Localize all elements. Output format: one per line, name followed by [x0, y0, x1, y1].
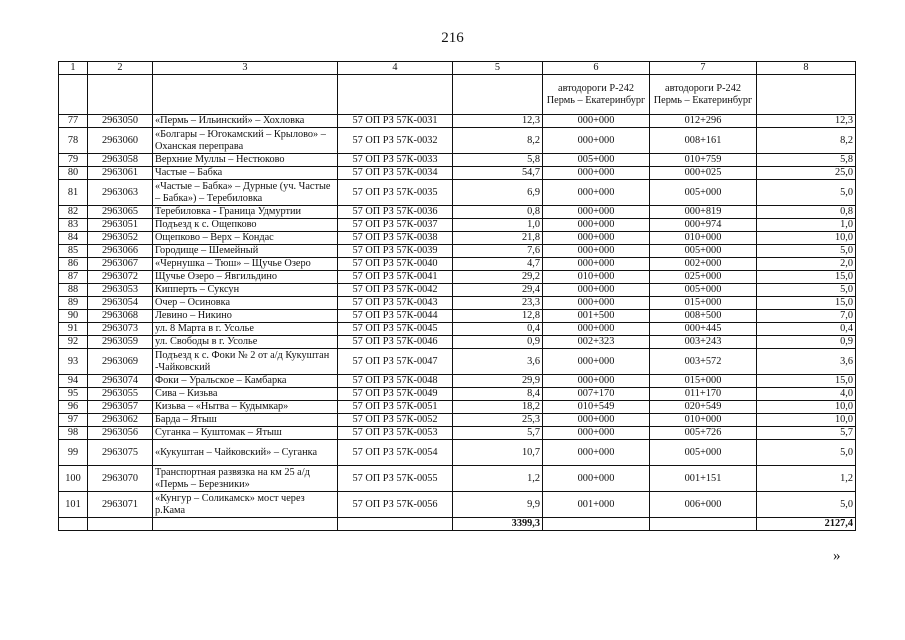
road-name-cell: «Кукуштан – Чайковский» – Суганка [153, 440, 338, 466]
road-length-cell: 29,4 [453, 284, 543, 297]
row-number-cell: 87 [59, 271, 88, 284]
subheader-start-reference: автодороги Р-242 Пермь – Екатеринбург [543, 75, 650, 115]
road-name-cell: Суганка – Куштомак – Ятыш [153, 427, 338, 440]
row-number-cell: 82 [59, 206, 88, 219]
road-length-cell: 1,0 [453, 219, 543, 232]
row-number-cell: 89 [59, 297, 88, 310]
road-name-cell: ул. Свободы в г. Усолье [153, 336, 338, 349]
segment-end-cell: 003+243 [650, 336, 757, 349]
road-name-cell: Верхние Муллы – Нестюково [153, 154, 338, 167]
table-row [59, 414, 856, 427]
table-row [59, 323, 856, 336]
segment-start-cell: 001+500 [543, 310, 650, 323]
road-name-cell: Транспортная развязка на км 25 а/д «Пермь – Березники» [153, 466, 338, 492]
road-id-cell: 2963063 [88, 180, 153, 206]
table-row [59, 232, 856, 245]
road-id-cell: 2963070 [88, 466, 153, 492]
road-id-cell: 2963058 [88, 154, 153, 167]
road-id-cell: 2963050 [88, 115, 153, 128]
road-name-cell: Кипперть – Суксун [153, 284, 338, 297]
row-number-cell: 80 [59, 167, 88, 180]
segment-end-cell: 020+549 [650, 401, 757, 414]
column-number-8: 8 [757, 62, 856, 75]
road-code-cell: 57 ОП РЗ 57К-0049 [338, 388, 453, 401]
segment-start-cell: 000+000 [543, 180, 650, 206]
road-code-cell: 57 ОП РЗ 57К-0040 [338, 258, 453, 271]
segment-length-cell: 5,7 [757, 427, 856, 440]
segment-length-cell: 0,9 [757, 336, 856, 349]
segment-start-cell: 007+170 [543, 388, 650, 401]
totals-empty-cell [543, 518, 650, 531]
subheader-cell-empty [453, 75, 543, 115]
road-name-cell: Подъезд к с. Фоки № 2 от а/д Кукуштан -Чайковский [153, 349, 338, 375]
segment-end-cell: 010+000 [650, 232, 757, 245]
road-id-cell: 2963069 [88, 349, 153, 375]
road-name-cell: Подъезд к с. Ощепково [153, 219, 338, 232]
road-id-cell: 2963053 [88, 284, 153, 297]
segment-start-cell: 000+000 [543, 349, 650, 375]
segment-length-cell: 10,0 [757, 401, 856, 414]
road-length-cell: 29,9 [453, 375, 543, 388]
subheader-cell-empty [757, 75, 856, 115]
road-code-cell: 57 ОП РЗ 57К-0038 [338, 232, 453, 245]
road-name-cell: Левино – Никино [153, 310, 338, 323]
segment-length-cell: 2,0 [757, 258, 856, 271]
road-id-cell: 2963056 [88, 427, 153, 440]
road-code-cell: 57 ОП РЗ 57К-0047 [338, 349, 453, 375]
totals-empty-cell [338, 518, 453, 531]
road-id-cell: 2963051 [88, 219, 153, 232]
segment-length-cell: 8,2 [757, 128, 856, 154]
road-id-cell: 2963067 [88, 258, 153, 271]
road-code-cell: 57 ОП РЗ 57К-0056 [338, 492, 453, 518]
segment-end-cell: 006+000 [650, 492, 757, 518]
road-registry-table [58, 61, 856, 531]
segment-length-cell: 1,2 [757, 466, 856, 492]
continuation-mark: » [833, 548, 841, 564]
segment-end-cell: 005+726 [650, 427, 757, 440]
segment-end-cell: 000+819 [650, 206, 757, 219]
segment-length-cell: 1,0 [757, 219, 856, 232]
column-number-7: 7 [650, 62, 757, 75]
road-code-cell: 57 ОП РЗ 57К-0053 [338, 427, 453, 440]
road-name-cell: Частые – Бабка [153, 167, 338, 180]
segment-length-cell: 5,0 [757, 284, 856, 297]
segment-length-cell: 4,0 [757, 388, 856, 401]
table-row [59, 115, 856, 128]
road-length-cell: 10,7 [453, 440, 543, 466]
segment-length-cell: 15,0 [757, 271, 856, 284]
segment-end-cell: 005+000 [650, 284, 757, 297]
segment-start-cell: 000+000 [543, 375, 650, 388]
segment-start-cell: 000+000 [543, 128, 650, 154]
road-name-cell: «Пермь – Ильинский» – Хохловка [153, 115, 338, 128]
segment-start-cell: 000+000 [543, 232, 650, 245]
segment-end-cell: 008+500 [650, 310, 757, 323]
road-id-cell: 2963066 [88, 245, 153, 258]
road-length-cell: 9,9 [453, 492, 543, 518]
road-code-cell: 57 ОП РЗ 57К-0048 [338, 375, 453, 388]
road-length-cell: 4,7 [453, 258, 543, 271]
segment-start-cell: 000+000 [543, 440, 650, 466]
row-number-cell: 96 [59, 401, 88, 414]
row-number-cell: 83 [59, 219, 88, 232]
road-id-cell: 2963062 [88, 414, 153, 427]
subheader-end-reference: автодороги Р-242 Пермь – Екатеринбург [650, 75, 757, 115]
segment-start-cell: 000+000 [543, 466, 650, 492]
table-row [59, 219, 856, 232]
table-row [59, 310, 856, 323]
segment-length-cell: 3,6 [757, 349, 856, 375]
row-number-cell: 100 [59, 466, 88, 492]
road-name-cell: «Кунгур – Соликамск» мост через р.Кама [153, 492, 338, 518]
road-code-cell: 57 ОП РЗ 57К-0051 [338, 401, 453, 414]
row-number-cell: 97 [59, 414, 88, 427]
segment-end-cell: 000+974 [650, 219, 757, 232]
road-code-cell: 57 ОП РЗ 57К-0034 [338, 167, 453, 180]
road-length-cell: 5,8 [453, 154, 543, 167]
segment-length-cell: 0,4 [757, 323, 856, 336]
road-id-cell: 2963068 [88, 310, 153, 323]
segment-start-cell: 000+000 [543, 245, 650, 258]
road-length-cell: 7,6 [453, 245, 543, 258]
row-number-cell: 78 [59, 128, 88, 154]
road-id-cell: 2963074 [88, 375, 153, 388]
segment-length-cell: 5,0 [757, 440, 856, 466]
road-id-cell: 2963052 [88, 232, 153, 245]
road-code-cell: 57 ОП РЗ 57К-0055 [338, 466, 453, 492]
road-length-cell: 0,4 [453, 323, 543, 336]
total-road-length: 3399,3 [453, 518, 543, 531]
road-id-cell: 2963072 [88, 271, 153, 284]
subheader-cell-empty [59, 75, 88, 115]
segment-start-cell: 000+000 [543, 115, 650, 128]
road-name-cell: ул. 8 Марта в г. Усолье [153, 323, 338, 336]
road-code-cell: 57 ОП РЗ 57К-0052 [338, 414, 453, 427]
total-segment-length: 2127,4 [757, 518, 856, 531]
totals-row [59, 518, 856, 531]
table-row [59, 128, 856, 154]
road-length-cell: 25,3 [453, 414, 543, 427]
road-code-cell: 57 ОП РЗ 57К-0044 [338, 310, 453, 323]
segment-length-cell: 15,0 [757, 297, 856, 310]
table-row [59, 206, 856, 219]
segment-length-cell: 10,0 [757, 232, 856, 245]
row-number-cell: 79 [59, 154, 88, 167]
road-length-cell: 12,8 [453, 310, 543, 323]
segment-start-cell: 000+000 [543, 297, 650, 310]
segment-length-cell: 7,0 [757, 310, 856, 323]
table-row [59, 492, 856, 518]
road-name-cell: Сива – Кизьва [153, 388, 338, 401]
segment-length-cell: 10,0 [757, 414, 856, 427]
row-number-cell: 81 [59, 180, 88, 206]
segment-end-cell: 002+000 [650, 258, 757, 271]
row-number-cell: 90 [59, 310, 88, 323]
segment-length-cell: 0,8 [757, 206, 856, 219]
row-number-cell: 85 [59, 245, 88, 258]
road-name-cell: Очер – Осиновка [153, 297, 338, 310]
row-number-cell: 94 [59, 375, 88, 388]
table-row [59, 154, 856, 167]
road-name-cell: Теребиловка - Граница Удмуртии [153, 206, 338, 219]
segment-end-cell: 010+000 [650, 414, 757, 427]
row-number-cell: 84 [59, 232, 88, 245]
road-name-cell: «Частые – Бабка» – Дурные (уч. Частые – Бабка») – Теребиловка [153, 180, 338, 206]
table-row [59, 440, 856, 466]
road-length-cell: 18,2 [453, 401, 543, 414]
segment-length-cell: 5,8 [757, 154, 856, 167]
table-row [59, 388, 856, 401]
row-number-cell: 93 [59, 349, 88, 375]
column-number-2: 2 [88, 62, 153, 75]
road-code-cell: 57 ОП РЗ 57К-0032 [338, 128, 453, 154]
road-length-cell: 5,7 [453, 427, 543, 440]
table-row [59, 245, 856, 258]
segment-start-cell: 000+000 [543, 206, 650, 219]
subheader-row [59, 75, 856, 115]
road-name-cell: «Болгары – Югокамский – Крылово» – Оханская переправа [153, 128, 338, 154]
road-code-cell: 57 ОП РЗ 57К-0031 [338, 115, 453, 128]
segment-end-cell: 025+000 [650, 271, 757, 284]
totals-empty-cell [88, 518, 153, 531]
road-id-cell: 2963059 [88, 336, 153, 349]
road-id-cell: 2963061 [88, 167, 153, 180]
road-code-cell: 57 ОП РЗ 57К-0046 [338, 336, 453, 349]
road-code-cell: 57 ОП РЗ 57К-0042 [338, 284, 453, 297]
segment-end-cell: 005+000 [650, 180, 757, 206]
segment-start-cell: 000+000 [543, 167, 650, 180]
segment-start-cell: 001+000 [543, 492, 650, 518]
road-name-cell: Ощепково – Верх – Кондас [153, 232, 338, 245]
road-length-cell: 0,9 [453, 336, 543, 349]
road-code-cell: 57 ОП РЗ 57К-0045 [338, 323, 453, 336]
road-name-cell: Барда – Ятыш [153, 414, 338, 427]
segment-length-cell: 5,0 [757, 492, 856, 518]
road-id-cell: 2963075 [88, 440, 153, 466]
table-row [59, 466, 856, 492]
table-body [59, 62, 856, 531]
table-row [59, 401, 856, 414]
road-length-cell: 54,7 [453, 167, 543, 180]
segment-start-cell: 000+000 [543, 323, 650, 336]
segment-start-cell: 000+000 [543, 219, 650, 232]
segment-end-cell: 003+572 [650, 349, 757, 375]
segment-start-cell: 000+000 [543, 284, 650, 297]
road-length-cell: 8,4 [453, 388, 543, 401]
road-code-cell: 57 ОП РЗ 57К-0036 [338, 206, 453, 219]
totals-empty-cell [650, 518, 757, 531]
road-code-cell: 57 ОП РЗ 57К-0033 [338, 154, 453, 167]
table-row [59, 167, 856, 180]
road-length-cell: 23,3 [453, 297, 543, 310]
road-length-cell: 29,2 [453, 271, 543, 284]
segment-length-cell: 5,0 [757, 245, 856, 258]
segment-end-cell: 012+296 [650, 115, 757, 128]
table-row [59, 284, 856, 297]
road-code-cell: 57 ОП РЗ 57К-0035 [338, 180, 453, 206]
segment-end-cell: 008+161 [650, 128, 757, 154]
table-row [59, 180, 856, 206]
table-row [59, 427, 856, 440]
row-number-cell: 77 [59, 115, 88, 128]
segment-start-cell: 000+000 [543, 258, 650, 271]
row-number-cell: 86 [59, 258, 88, 271]
segment-length-cell: 15,0 [757, 375, 856, 388]
road-id-cell: 2963065 [88, 206, 153, 219]
column-number-6: 6 [543, 62, 650, 75]
table-row [59, 297, 856, 310]
segment-end-cell: 000+025 [650, 167, 757, 180]
totals-empty-cell [153, 518, 338, 531]
page-number: 216 [441, 30, 464, 46]
subheader-cell-empty [88, 75, 153, 115]
segment-length-cell: 12,3 [757, 115, 856, 128]
totals-empty-cell [59, 518, 88, 531]
segment-end-cell: 000+445 [650, 323, 757, 336]
road-id-cell: 2963055 [88, 388, 153, 401]
segment-end-cell: 001+151 [650, 466, 757, 492]
table-row [59, 258, 856, 271]
segment-start-cell: 000+000 [543, 427, 650, 440]
road-id-cell: 2963060 [88, 128, 153, 154]
row-number-cell: 98 [59, 427, 88, 440]
segment-end-cell: 015+000 [650, 375, 757, 388]
road-length-cell: 0,8 [453, 206, 543, 219]
segment-end-cell: 010+759 [650, 154, 757, 167]
road-code-cell: 57 ОП РЗ 57К-0054 [338, 440, 453, 466]
column-number-row [59, 62, 856, 75]
road-length-cell: 12,3 [453, 115, 543, 128]
row-number-cell: 91 [59, 323, 88, 336]
road-code-cell: 57 ОП РЗ 57К-0043 [338, 297, 453, 310]
row-number-cell: 95 [59, 388, 88, 401]
column-number-4: 4 [338, 62, 453, 75]
row-number-cell: 99 [59, 440, 88, 466]
row-number-cell: 88 [59, 284, 88, 297]
row-number-cell: 92 [59, 336, 88, 349]
subheader-cell-empty [338, 75, 453, 115]
road-length-cell: 6,9 [453, 180, 543, 206]
road-length-cell: 8,2 [453, 128, 543, 154]
table-row [59, 375, 856, 388]
road-name-cell: Фоки – Уральское – Камбарка [153, 375, 338, 388]
segment-end-cell: 015+000 [650, 297, 757, 310]
column-number-5: 5 [453, 62, 543, 75]
segment-length-cell: 5,0 [757, 180, 856, 206]
table-row [59, 271, 856, 284]
subheader-cell-empty [153, 75, 338, 115]
road-id-cell: 2963073 [88, 323, 153, 336]
segment-end-cell: 011+170 [650, 388, 757, 401]
segment-length-cell: 25,0 [757, 167, 856, 180]
road-name-cell: Кизьва – «Нытва – Кудымкар» [153, 401, 338, 414]
road-code-cell: 57 ОП РЗ 57К-0039 [338, 245, 453, 258]
segment-start-cell: 000+000 [543, 414, 650, 427]
road-code-cell: 57 ОП РЗ 57К-0037 [338, 219, 453, 232]
table-row [59, 336, 856, 349]
road-name-cell: Городище – Шемейный [153, 245, 338, 258]
road-id-cell: 2963057 [88, 401, 153, 414]
road-name-cell: «Чернушка – Тюш» – Щучье Озеро [153, 258, 338, 271]
segment-start-cell: 002+323 [543, 336, 650, 349]
road-id-cell: 2963071 [88, 492, 153, 518]
table-row [59, 349, 856, 375]
segment-start-cell: 010+549 [543, 401, 650, 414]
segment-start-cell: 010+000 [543, 271, 650, 284]
road-length-cell: 1,2 [453, 466, 543, 492]
road-id-cell: 2963054 [88, 297, 153, 310]
road-length-cell: 3,6 [453, 349, 543, 375]
segment-end-cell: 005+000 [650, 440, 757, 466]
column-number-3: 3 [153, 62, 338, 75]
road-length-cell: 21,8 [453, 232, 543, 245]
segment-end-cell: 005+000 [650, 245, 757, 258]
column-number-1: 1 [59, 62, 88, 75]
road-code-cell: 57 ОП РЗ 57К-0041 [338, 271, 453, 284]
road-name-cell: Щучье Озеро – Явгильдино [153, 271, 338, 284]
row-number-cell: 101 [59, 492, 88, 518]
segment-start-cell: 005+000 [543, 154, 650, 167]
